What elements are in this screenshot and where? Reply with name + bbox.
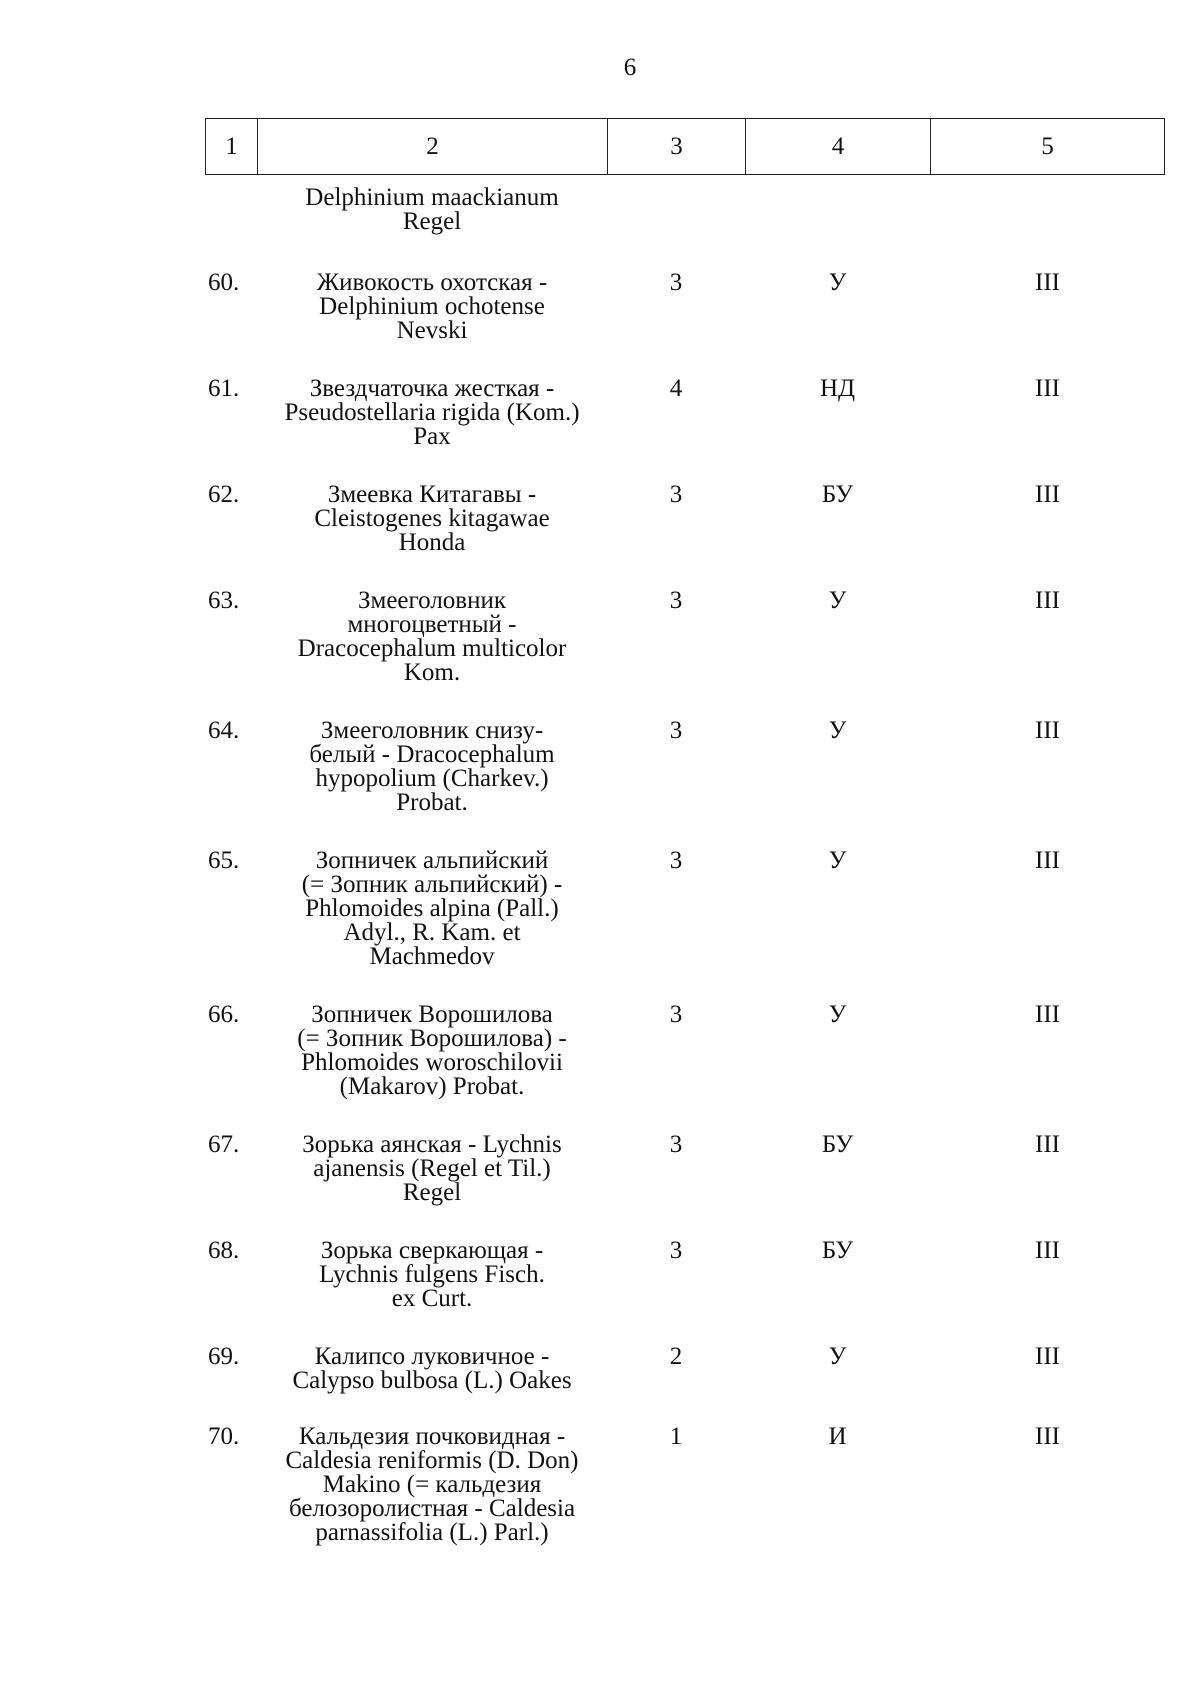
header-col-1: 1 bbox=[206, 119, 258, 174]
priority-group: III bbox=[1035, 1001, 1060, 1028]
species-name: Живокость охотская - Delphinium ochotense Nevski bbox=[316, 269, 548, 344]
status-code: У bbox=[828, 1343, 847, 1370]
priority-group: III bbox=[1035, 1131, 1060, 1158]
priority-group: III bbox=[1035, 375, 1060, 402]
species-name: Зопничек Ворошилова (= Зопник Ворошилова) - Phlomoides woroschilovii (Makarov) Probat. bbox=[297, 1001, 567, 1100]
table-row bbox=[205, 1133, 1165, 1239]
status-code: У bbox=[828, 587, 847, 614]
status-code: И bbox=[828, 1423, 847, 1450]
status-code: У bbox=[828, 269, 847, 296]
priority-group: III bbox=[1035, 269, 1060, 296]
species-name: Звездчаточка жесткая - Pseudostellaria rigida (Kom.) Pax bbox=[284, 375, 580, 450]
species-name: Кальдезия почковидная - Caldesia reniformis (D. Don) Makino (= кальдезия белозоролистная - Caldesia parnassifolia (L.) Parl.) bbox=[285, 1423, 579, 1546]
table-row bbox=[205, 1239, 1165, 1345]
status-category: 3 bbox=[669, 847, 683, 874]
row-number: 66. bbox=[208, 1001, 240, 1028]
row-number: 68. bbox=[208, 1237, 240, 1264]
priority-group: III bbox=[1035, 717, 1060, 744]
species-name: Зорька аянская - Lychnis ajanensis (Regel et Til.) Regel bbox=[302, 1131, 562, 1206]
status-code: У bbox=[828, 717, 847, 744]
table-row bbox=[205, 589, 1165, 719]
status-category: 1 bbox=[669, 1423, 683, 1450]
status-code: НД bbox=[819, 375, 856, 402]
status-category: 3 bbox=[669, 717, 683, 744]
header-col-3: 3 bbox=[608, 119, 746, 174]
species-name: Зопничек альпийский (= Зопник альпийский) - Phlomoides alpina (Pall.) Adyl., R. Kam. et Machmedov bbox=[301, 847, 563, 970]
priority-group: III bbox=[1035, 1237, 1060, 1264]
header-col-4: 4 bbox=[746, 119, 931, 174]
row-number: 69. bbox=[208, 1343, 240, 1370]
status-category: 4 bbox=[669, 375, 683, 402]
priority-group: III bbox=[1035, 1343, 1060, 1370]
species-name: Змееголовник снизу- белый - Dracocephalum hypopolium (Charkev.) Probat. bbox=[309, 717, 555, 816]
table-row bbox=[205, 1003, 1165, 1133]
status-category: 3 bbox=[669, 587, 683, 614]
status-code: У bbox=[828, 1001, 847, 1028]
header-col-2: 2 bbox=[258, 119, 608, 174]
table-row-continuation bbox=[205, 186, 1165, 271]
status-code: БУ bbox=[821, 481, 854, 508]
status-category: 3 bbox=[669, 269, 683, 296]
status-category: 3 bbox=[669, 1001, 683, 1028]
priority-group: III bbox=[1035, 481, 1060, 508]
row-number: 63. bbox=[208, 587, 240, 614]
row-number: 67. bbox=[208, 1131, 240, 1158]
status-category: 2 bbox=[669, 1343, 683, 1370]
table-row bbox=[205, 377, 1165, 483]
table-row bbox=[205, 483, 1165, 589]
row-number: 64. bbox=[208, 717, 240, 744]
page-number: 6 bbox=[623, 54, 637, 81]
row-number: 70. bbox=[208, 1423, 240, 1450]
row-number: 62. bbox=[208, 481, 240, 508]
row-number: 61. bbox=[208, 375, 240, 402]
species-name: Калипсо луковичное - Calypso bulbosa (L.) Oakes bbox=[292, 1343, 572, 1394]
row-number: 60. bbox=[208, 269, 240, 296]
table-body bbox=[205, 186, 1165, 1555]
priority-group: III bbox=[1035, 587, 1060, 614]
table-header-row bbox=[205, 118, 1165, 175]
header-col-5: 5 bbox=[1041, 132, 1054, 160]
status-code: БУ bbox=[821, 1131, 854, 1158]
species-name: Змееголовник многоцветный - Dracocephalum multicolor Kom. bbox=[297, 587, 567, 686]
status-code: У bbox=[828, 847, 847, 874]
table-row bbox=[205, 849, 1165, 1003]
priority-group: III bbox=[1035, 1423, 1060, 1450]
row-number: 65. bbox=[208, 847, 240, 874]
species-name: Delphinium maackianum Regel bbox=[305, 184, 559, 235]
table-row bbox=[205, 271, 1165, 377]
status-category: 3 bbox=[669, 1237, 683, 1264]
species-name: Змеевка Китагавы - Cleistogenes kitagawae Honda bbox=[314, 481, 550, 556]
status-category: 3 bbox=[669, 1131, 683, 1158]
status-code: БУ bbox=[821, 1237, 854, 1264]
priority-group: III bbox=[1035, 847, 1060, 874]
table-row bbox=[205, 1425, 1165, 1555]
table-row bbox=[205, 719, 1165, 849]
species-name: Зорька сверкающая - Lychnis fulgens Fisch. ex Curt. bbox=[319, 1237, 545, 1312]
status-category: 3 bbox=[669, 481, 683, 508]
table-row bbox=[205, 1345, 1165, 1425]
